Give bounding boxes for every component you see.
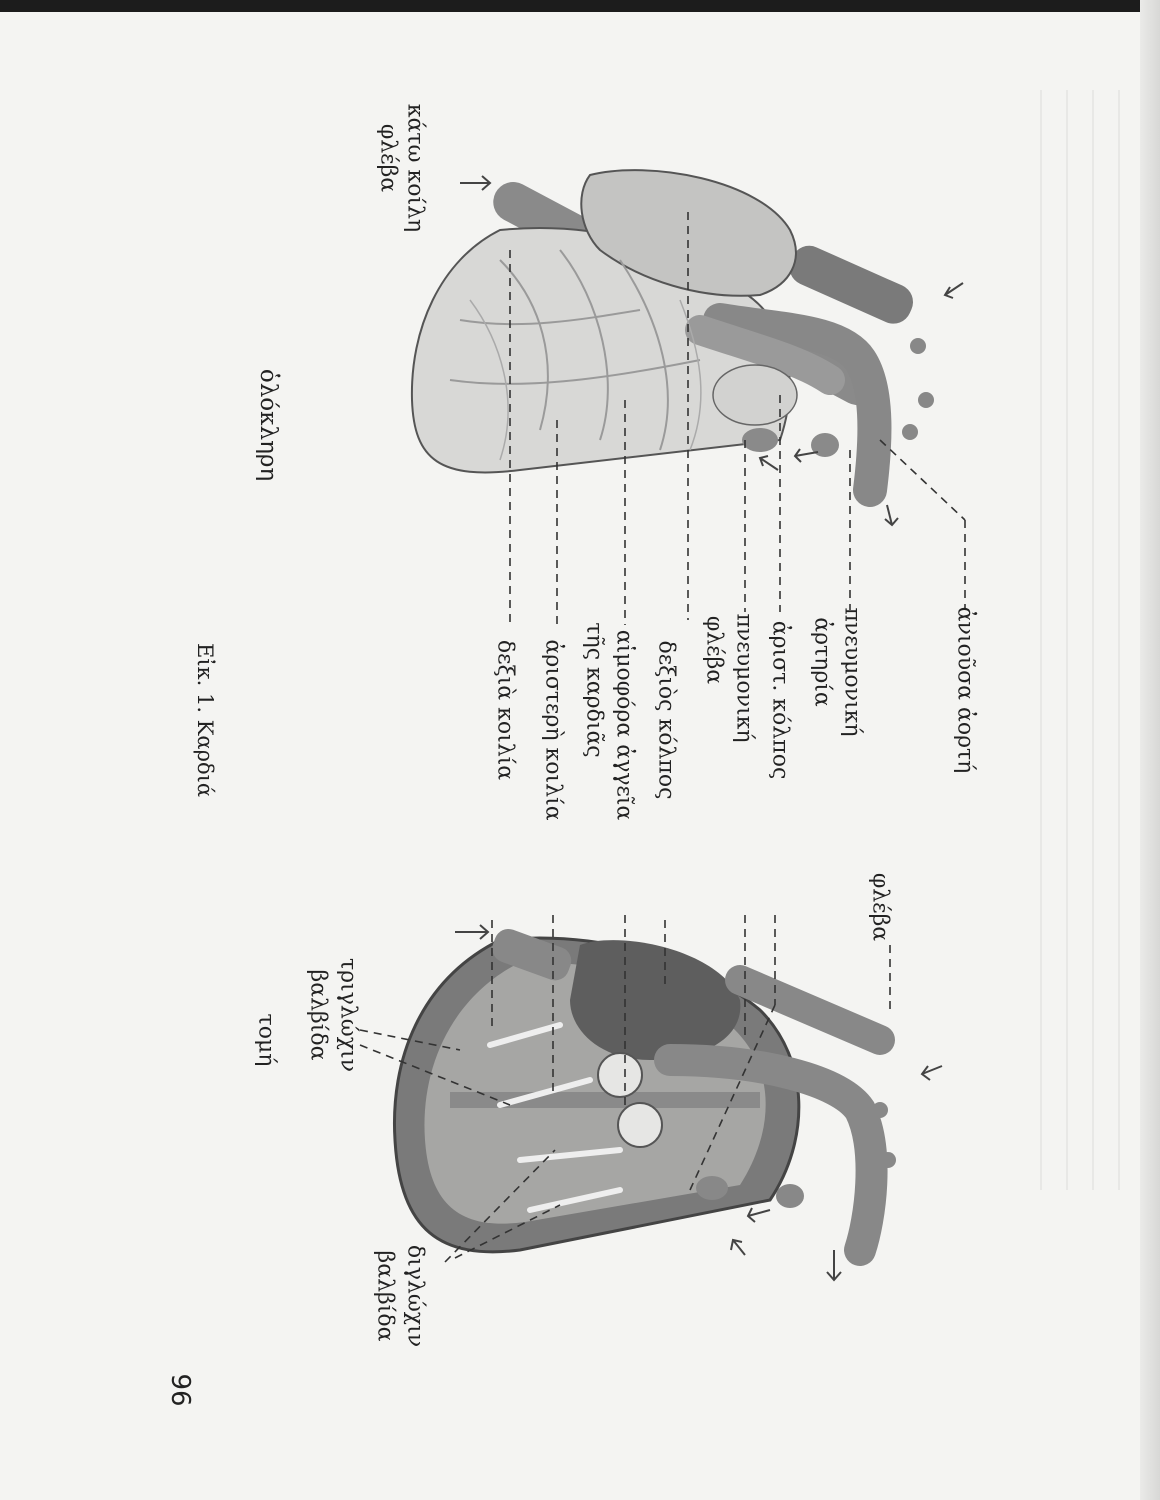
vena-cava-inferior-label-2: φλέβα [375,123,401,193]
bicuspid-label: διγλώχιν [402,1244,428,1348]
aorta-label: ἀνιοῦσα ἀορτή [952,606,978,774]
right-ventricle-label: δεξιὰ κοιλία [492,639,518,781]
pulmonary-artery-label: πνευμονική [839,607,865,737]
coronary-label: αἱμοφόρα ἀγγεῖα [611,629,637,821]
tricuspid-label-2: βαλβίδα [305,969,331,1061]
page-number: 96 [165,1373,195,1407]
vena-cava-inferior-label: κάτω κοίλη [402,103,428,233]
bicuspid-label-2: βαλβίδα [372,1250,398,1342]
vein-label: φλέβα [867,872,893,942]
whole-heart [412,170,934,490]
pulmonary-vein-label: πνευμονική [731,613,757,743]
right-atrium-label: δεξιὸς κόλπος [653,640,679,800]
left-atrium-label: ἀριστ. κόλπος [767,620,793,780]
panel-title-whole: ὁλόκληρη [255,368,281,482]
panel-title-section: τομή [253,1013,279,1067]
pulmonary-artery-label-2: ἀρτηρία [809,617,835,707]
tricuspid-label: τριγλώχιν [335,957,361,1073]
figure-caption: Εἰκ. 1. Καρδιά [193,642,217,798]
pulmonary-vein-label-2: φλέβα [701,615,727,685]
coronary-label-2: τῆς καρδιᾶς [581,622,607,758]
left-ventricle-label: ἀριστερὴ κοιλία [540,639,566,821]
